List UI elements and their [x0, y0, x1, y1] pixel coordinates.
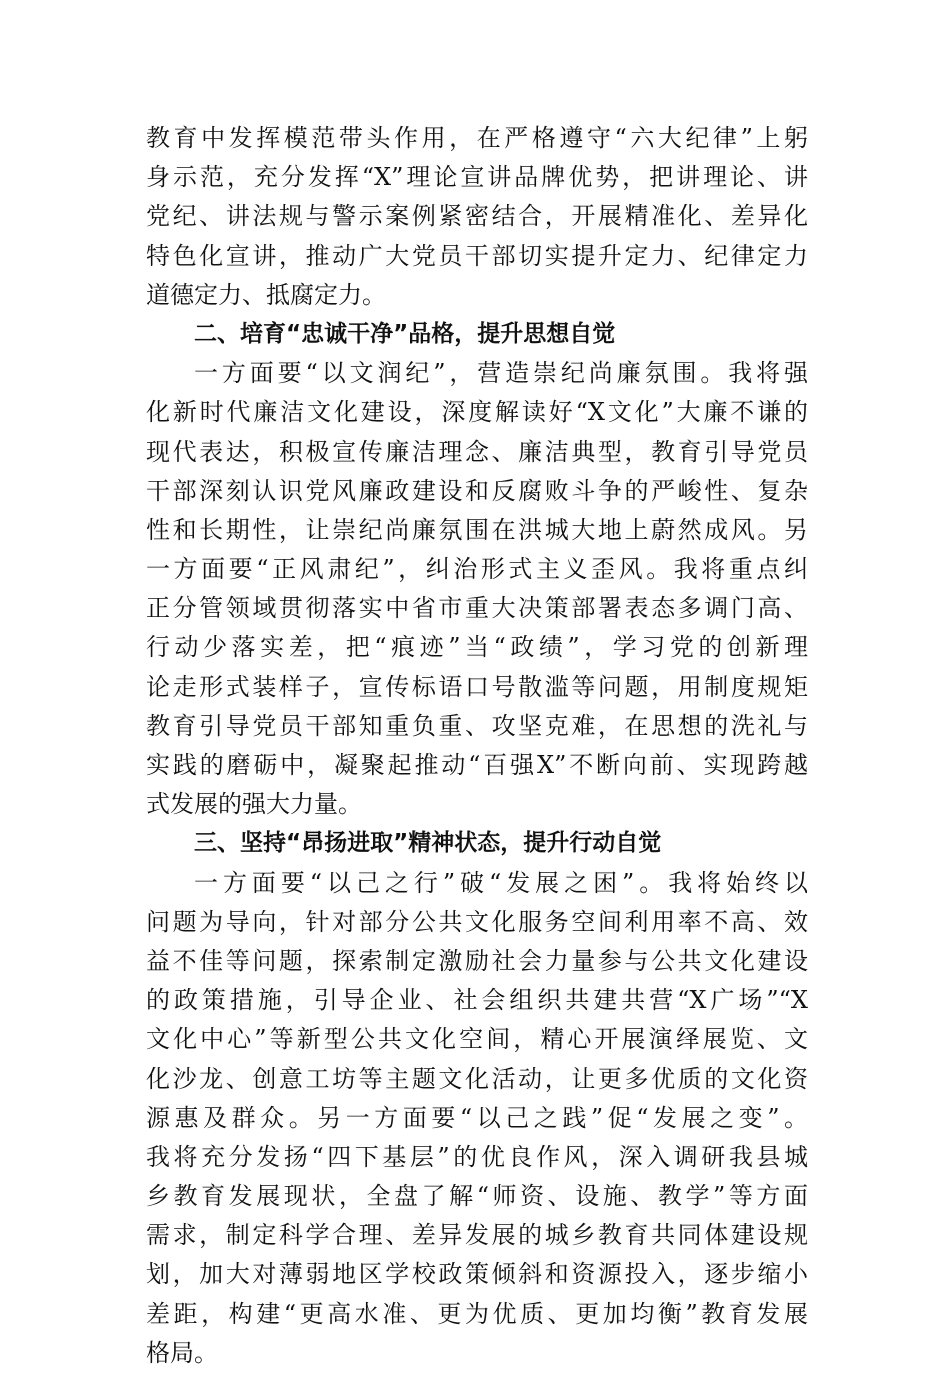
body-text-line: 式发展的强大力量。 — [146, 790, 362, 819]
body-text-line: 问题为导向，针对部分公共文化服务空间利用率不高、效 — [146, 907, 808, 936]
body-text-line: 道德定力、抵腐定力。 — [146, 280, 386, 309]
body-text-line: 现代表达，积极宣传廉洁理念、廉洁典型，教育引导党员 — [146, 437, 808, 466]
body-text-line: 特色化宣讲，推动广大党员干部切实提升定力、纪律定力 — [146, 241, 808, 270]
body-text-line: 一方面要“正风肃纪”，纠治形式主义歪风。我将重点纠 — [146, 555, 808, 584]
body-text-line: 行动少落实差，把“痕迹”当“政绩”，学习党的创新理 — [146, 633, 808, 662]
body-text-line: 干部深刻认识党风廉政建设和反腐败斗争的严峻性、复杂 — [146, 476, 808, 505]
body-text-line: 化新时代廉洁文化建设，深度解读好“X文化”大廉不谦的 — [146, 398, 808, 427]
body-text-line: 党纪、讲法规与警示案例紧密结合，开展精准化、差异化 — [146, 202, 808, 231]
body-text-line: 化沙龙、创意工坊等主题文化活动，让更多优质的文化资 — [146, 1064, 808, 1093]
section-heading-3: 三、坚持“昂扬进取”精神状态，提升行动自觉 — [194, 830, 662, 857]
body-text-line: 差距，构建“更高水准、更为优质、更加均衡”教育发展 — [146, 1299, 808, 1328]
section-heading-2: 二、培育“忠诚干净”品格，提升思想自觉 — [194, 320, 616, 347]
body-text-line: 性和长期性，让崇纪尚廉氛围在洪城大地上蔚然成风。另 — [146, 515, 808, 544]
body-text-line: 论走形式装样子，宣传标语口号散滥等问题，用制度规矩 — [146, 672, 808, 701]
body-text-line: 我将充分发扬“四下基层”的优良作风，深入调研我县城 — [146, 1142, 808, 1171]
body-text-line: 格局。 — [146, 1338, 218, 1367]
document-page — [146, 119, 808, 1373]
body-text-line: 源惠及群众。另一方面要“以己之践”促“发展之变”。 — [146, 1103, 808, 1132]
paragraph-start-line: 一方面要“以文润纪”，营造崇纪尚廉氛围。我将强 — [194, 359, 808, 388]
body-text-line: 乡教育发展现状，全盘了解“师资、设施、教学”等方面 — [146, 1182, 808, 1211]
paragraph-start-line: 一方面要“以己之行”破“发展之困”。我将始终以 — [194, 868, 808, 897]
body-text-line: 划，加大对薄弱地区学校政策倾斜和资源投入，逐步缩小 — [146, 1260, 808, 1289]
body-text-line: 的政策措施，引导企业、社会组织共建共营“X广场”“X — [146, 986, 808, 1015]
body-text-line: 需求，制定科学合理、差异发展的城乡教育共同体建设规 — [146, 1221, 808, 1250]
body-text-line: 实践的磨砺中，凝聚起推动“百强X”不断向前、实现跨越 — [146, 751, 808, 779]
body-text-line: 教育引导党员干部知重负重、攻坚克难，在思想的洗礼与 — [146, 711, 808, 740]
body-text-line: 正分管领域贯彻落实中省市重大决策部署表态多调门高、 — [146, 594, 808, 623]
body-text-line: 教育中发挥模范带头作用，在严格遵守“六大纪律”上躬 — [146, 124, 808, 152]
body-text-line: 身示范，充分发挥“X”理论宣讲品牌优势，把讲理论、讲 — [146, 163, 808, 192]
body-text-line: 益不佳等问题，探索制定激励社会力量参与公共文化建设 — [146, 946, 808, 975]
body-text-line: 文化中心”等新型公共文化空间，精心开展演绎展览、文 — [146, 1025, 808, 1054]
